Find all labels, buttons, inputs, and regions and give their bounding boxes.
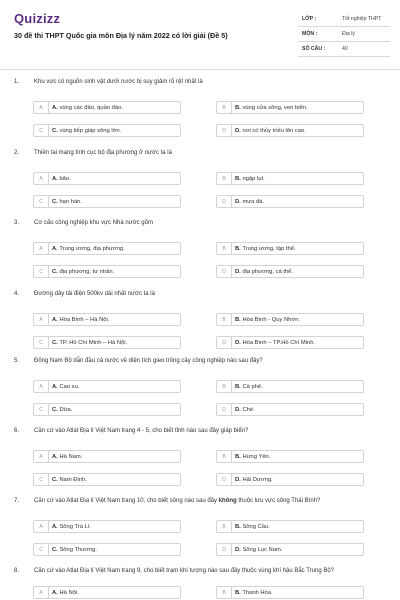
option-label: C.: [52, 547, 58, 553]
option-c[interactable]: [33, 124, 181, 137]
meta-value: Tốt nghiệp THPT: [342, 16, 382, 22]
option-content: Hòa Bình – TP.Hồ Chí Minh.: [242, 340, 316, 346]
option-content: vùng tiếp giáp sông lớn.: [59, 128, 122, 134]
option-letter-box: D: [217, 474, 232, 486]
question-number: 6.: [14, 428, 20, 434]
option-label: A.: [52, 524, 58, 530]
question-text-part: Đường dây tải điện 500kv dài nhất nước ta là: [34, 291, 155, 297]
option-label: B.: [235, 176, 241, 182]
option-label: B.: [235, 524, 241, 530]
option-content: Sông Thương.: [59, 547, 97, 553]
option-content: Hòa Bình – Hà Nội.: [59, 317, 110, 323]
option-letter-box: B: [217, 381, 232, 393]
option-label: A.: [52, 454, 58, 460]
option-letter-box: C: [34, 125, 49, 137]
option-text: [235, 337, 315, 349]
option-letter-box: C: [34, 474, 49, 486]
option-letter-box: A: [34, 102, 49, 114]
question-text: [34, 358, 384, 364]
option-label: C.: [52, 128, 58, 134]
option-text: [235, 266, 293, 278]
option-content: Hà Nội.: [59, 590, 79, 596]
option-label: C.: [52, 407, 58, 413]
option-text: [52, 314, 109, 326]
option-d[interactable]: [216, 195, 364, 208]
question-text: [34, 79, 384, 85]
option-content: Cà phê.: [242, 384, 263, 390]
option-c[interactable]: [33, 195, 181, 208]
option-letter-box: D: [217, 196, 232, 208]
question-4: [0, 291, 400, 361]
option-a[interactable]: [33, 242, 181, 255]
option-b[interactable]: [216, 520, 364, 533]
question-2: [0, 150, 400, 220]
option-label: C.: [52, 477, 58, 483]
option-label: B.: [235, 105, 241, 111]
option-letter-box: C: [34, 266, 49, 278]
meta-value: 40: [342, 46, 348, 52]
option-letter-box: A: [34, 381, 49, 393]
option-b[interactable]: [216, 242, 364, 255]
meta-value: Địa lý: [342, 31, 355, 37]
option-text: [235, 314, 300, 326]
meta-row-subject: [298, 27, 390, 42]
option-text: [52, 451, 82, 463]
option-label: A.: [52, 317, 58, 323]
meta-key: SỐ CÂU :: [302, 46, 326, 52]
option-b[interactable]: [216, 101, 364, 114]
option-letter-box: D: [217, 544, 232, 556]
option-label: C.: [52, 199, 58, 205]
question-7: [0, 498, 400, 568]
option-text: [235, 587, 273, 599]
option-content: Sông Trà Lí.: [59, 524, 92, 530]
header-divider: [0, 69, 400, 70]
option-content: Chè.: [242, 407, 255, 413]
question-text-part: Căn cứ vào Atlat Địa lí Việt Nam trang 4 - 5, cho biết tỉnh nào sau đây giáp biển?: [34, 428, 249, 434]
question-number: 1.: [14, 79, 20, 85]
option-a[interactable]: [33, 520, 181, 533]
option-letter-box: C: [34, 337, 49, 349]
option-content: Hà Nam.: [59, 454, 83, 460]
option-c[interactable]: [33, 543, 181, 556]
option-content: Hòa Bình - Quy Nhơn.: [242, 317, 301, 323]
question-text-part: Cơ cấu công nghiệp khu vực Nhà nước gồm: [34, 220, 153, 226]
option-letter-box: A: [34, 451, 49, 463]
option-label: A.: [52, 246, 58, 252]
option-d[interactable]: [216, 403, 364, 416]
option-label: D.: [235, 477, 241, 483]
option-text: [52, 102, 123, 114]
option-a[interactable]: [33, 586, 181, 599]
meta-key: MÔN :: [302, 31, 318, 37]
option-label: D.: [235, 340, 241, 346]
option-c[interactable]: [33, 265, 181, 278]
option-label: C.: [52, 340, 58, 346]
question-text-part: thuộc lưu vực sông Thái Bình?: [236, 498, 321, 504]
option-content: ngập lụt.: [242, 176, 265, 182]
option-label: B.: [235, 317, 241, 323]
option-text: [52, 337, 127, 349]
option-a[interactable]: [33, 101, 181, 114]
question-text: [34, 291, 384, 297]
quizizz-logo: Quizizz: [14, 11, 61, 26]
option-content: Sông Cầu.: [242, 524, 270, 530]
option-letter-box: B: [217, 173, 232, 185]
option-d[interactable]: [216, 336, 364, 349]
option-content: địa phương, tư nhân.: [59, 269, 115, 275]
option-label: D.: [235, 128, 241, 134]
option-content: bão.: [59, 176, 71, 182]
question-text-part: Căn cứ vào Atlat Địa lí Việt Nam trang 9, cho biết trạm khí tượng nào sau đây thuộc vùng khí hậu Bắc Trung Bộ?: [34, 568, 335, 574]
question-text: [34, 568, 384, 574]
option-label: A.: [52, 590, 58, 596]
option-a[interactable]: [33, 380, 181, 393]
option-letter-box: A: [34, 314, 49, 326]
option-text: [235, 474, 273, 486]
option-letter-box: B: [217, 587, 232, 599]
option-label: B.: [235, 384, 241, 390]
option-content: địa phương, cá thể.: [242, 269, 293, 275]
option-content: vùng các đảo, quần đảo.: [59, 105, 123, 111]
option-b[interactable]: [216, 380, 364, 393]
option-text: [235, 544, 282, 556]
option-text: [235, 404, 255, 416]
option-letter-box: D: [217, 337, 232, 349]
option-text: [235, 451, 270, 463]
question-text-part: Đông Nam Bộ dẫn đầu cả nước về diện tích gieo trồng cây công nghiệp nào sau đây?: [34, 358, 263, 364]
question-text-part: Thiên tai mang tính cục bộ địa phương ở nước ta là: [34, 150, 172, 156]
option-letter-box: B: [217, 451, 232, 463]
question-number: 7.: [14, 498, 20, 504]
option-text: [52, 404, 72, 416]
meta-row-question-count: [298, 42, 390, 57]
option-d[interactable]: [216, 265, 364, 278]
option-text: [52, 544, 97, 556]
option-letter-box: A: [34, 521, 49, 533]
question-text: [34, 220, 384, 226]
question-number: 8.: [14, 568, 20, 574]
question-5: [0, 358, 400, 428]
option-content: Thanh Hóa.: [242, 590, 273, 596]
question-text-emphasis: không: [218, 498, 237, 504]
question-number: 3.: [14, 220, 20, 226]
option-letter-box: B: [217, 314, 232, 326]
option-text: [52, 474, 87, 486]
option-b[interactable]: [216, 172, 364, 185]
question-text: [34, 428, 384, 434]
option-label: B.: [235, 246, 241, 252]
option-letter-box: A: [34, 587, 49, 599]
question-text-part: Khu vực có nguồn sinh vật dưới nước bị suy giảm rõ rệt nhất là: [34, 79, 203, 85]
question-text: [34, 150, 384, 156]
question-number: 4.: [14, 291, 20, 297]
option-text: [235, 173, 265, 185]
question-1: [0, 79, 400, 149]
option-d[interactable]: [216, 543, 364, 556]
option-text: [52, 196, 82, 208]
option-label: D.: [235, 407, 241, 413]
option-letter-box: A: [34, 243, 49, 255]
option-text: [235, 102, 308, 114]
option-text: [235, 381, 263, 393]
option-label: B.: [235, 454, 241, 460]
option-text: [235, 521, 270, 533]
option-label: C.: [52, 269, 58, 275]
question-text: [34, 498, 384, 504]
option-label: D.: [235, 199, 241, 205]
option-b[interactable]: [216, 313, 364, 326]
option-d[interactable]: [216, 473, 364, 486]
question-6: [0, 428, 400, 498]
option-a[interactable]: [33, 172, 181, 185]
option-a[interactable]: [33, 450, 181, 463]
question-number: 2.: [14, 150, 20, 156]
option-letter-box: A: [34, 173, 49, 185]
option-text: [52, 587, 79, 599]
meta-key: LỚP :: [302, 16, 317, 22]
question-8: [0, 568, 400, 600]
option-content: Nam Định.: [59, 477, 87, 483]
option-label: A.: [52, 105, 58, 111]
option-c[interactable]: [33, 336, 181, 349]
meta-row-class: [298, 12, 390, 27]
option-content: Dừa.: [59, 407, 73, 413]
option-text: [235, 125, 306, 137]
option-text: [235, 243, 296, 255]
worksheet-header: [0, 0, 400, 66]
option-content: TP. Hồ Chí Minh – Hà Nội.: [59, 340, 128, 346]
option-text: [52, 521, 91, 533]
worksheet-title: 30 đề thi THPT Quốc gia môn Địa lý năm 2022 có lời giải (Đề 5): [14, 31, 228, 40]
option-label: B.: [235, 590, 241, 596]
question-text-part: Căn cứ vào Atlat Địa lí Việt Nam trang 10, cho biết sông nào sau đây: [34, 498, 219, 504]
option-letter-box: B: [217, 102, 232, 114]
option-c[interactable]: [33, 403, 181, 416]
option-content: hạn hán.: [59, 199, 83, 205]
option-letter-box: C: [34, 544, 49, 556]
option-text: [52, 173, 71, 185]
option-text: [52, 381, 79, 393]
worksheet-meta-table: [298, 12, 390, 57]
option-content: Hưng Yên.: [242, 454, 271, 460]
option-b[interactable]: [216, 586, 364, 599]
option-b[interactable]: [216, 450, 364, 463]
option-label: D.: [235, 269, 241, 275]
option-content: nơi có thủy triều lên cao.: [242, 128, 306, 134]
option-letter-box: B: [217, 521, 232, 533]
option-letter-box: C: [34, 196, 49, 208]
option-content: Cao su.: [59, 384, 80, 390]
option-letter-box: D: [217, 125, 232, 137]
option-d[interactable]: [216, 124, 364, 137]
option-content: mưa đá.: [242, 199, 265, 205]
option-content: Sông Lục Nam.: [242, 547, 283, 553]
option-content: Trung ương, địa phương.: [59, 246, 125, 252]
option-letter-box: D: [217, 266, 232, 278]
option-label: D.: [235, 547, 241, 553]
option-label: A.: [52, 176, 58, 182]
option-text: [52, 125, 121, 137]
option-content: Trung ương, tập thể.: [242, 246, 296, 252]
option-text: [52, 243, 125, 255]
option-a[interactable]: [33, 313, 181, 326]
option-content: Hải Dương.: [242, 477, 273, 483]
option-letter-box: C: [34, 404, 49, 416]
question-number: 5.: [14, 358, 20, 364]
option-content: vùng cửa sông, ven biển.: [242, 105, 308, 111]
option-text: [235, 196, 264, 208]
option-letter-box: D: [217, 404, 232, 416]
option-c[interactable]: [33, 473, 181, 486]
option-letter-box: B: [217, 243, 232, 255]
option-label: A.: [52, 384, 58, 390]
question-3: [0, 220, 400, 290]
option-text: [52, 266, 114, 278]
